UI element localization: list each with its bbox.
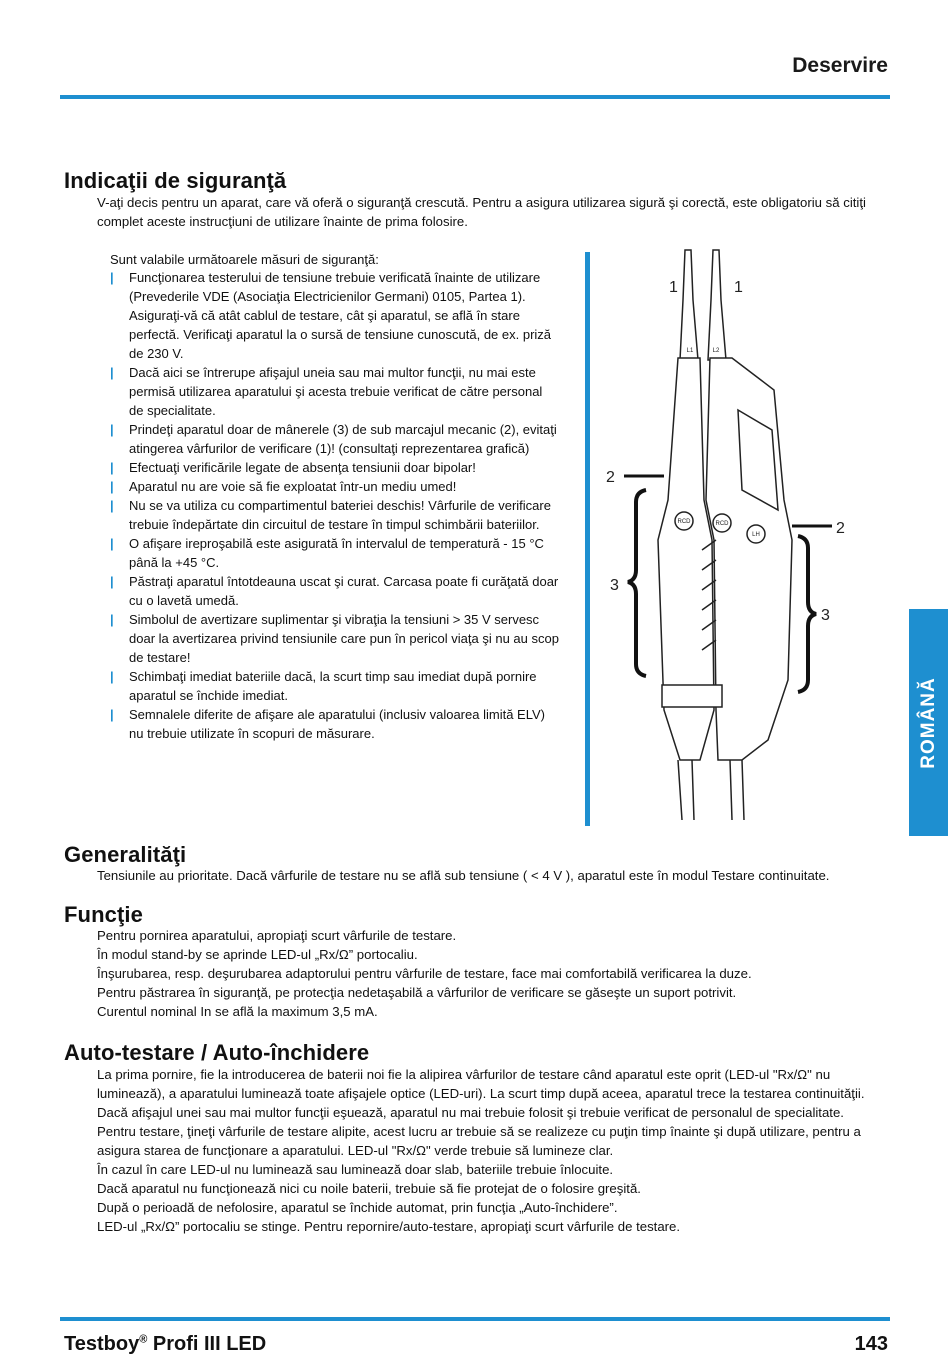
function-line: Înşurubarea, resp. deşurubarea adaptorului pentru vârfurile de testare, face mai comfortabilă verificarea la duze. bbox=[97, 966, 752, 981]
probe-l1-label: L1 bbox=[686, 348, 694, 354]
bullet-bar: | bbox=[110, 536, 114, 551]
list-item bbox=[110, 477, 560, 496]
bullet-bar: | bbox=[110, 707, 114, 722]
label-3-right: 3 bbox=[821, 607, 830, 624]
list-item bbox=[110, 496, 560, 534]
label-3-left: 3 bbox=[610, 577, 619, 594]
button-mid-label: RCD bbox=[715, 521, 729, 527]
autotest-line: După o perioadă de nefolosire, aparatul se închide automat, prin funcţia „Auto-închidere”. bbox=[97, 1200, 618, 1215]
function-text bbox=[97, 926, 887, 1021]
registered-mark: ® bbox=[139, 1333, 148, 1346]
probe-l2-label: L2 bbox=[712, 348, 720, 354]
list-item bbox=[110, 420, 560, 458]
autotest-line: Dacă afişajul unei sau mai multor funcţii eşuează, aparatul nu mai trebuie folosit şi trebuie verificat de personalul de specialitate. bbox=[97, 1105, 844, 1120]
autotest-line: La prima pornire, fie la introducerea de baterii noi fie la alipirea vârfurilor de testare când aparatul este oprit (LED-ul "Rx/Ω" nu luminează), a aparatului luminează toate afişajele optice (LED-uri). La scurt timp după aceea, aparatul trece la testarea continuităţii. bbox=[97, 1067, 865, 1101]
general-heading: Generalităţi bbox=[64, 842, 187, 867]
list-item-text: Aparatul nu are voie să fie exploatat într-un mediu umed! bbox=[129, 479, 457, 494]
autotest-line: Pentru testare, ţineţi vârfurile de testare alipite, acest lucru ar trebuie să se realizeze cu puţin timp înainte şi după utilizare, pentru a asigura starea de funcţionare a aparatului. LED-ul "Rx/Ω" verde trebuie să lumineze clar. bbox=[97, 1124, 861, 1158]
function-line: Pentru pornirea aparatului, apropiaţi scurt vârfurile de testare. bbox=[97, 928, 457, 943]
bracket-3-left bbox=[628, 490, 646, 676]
list-item bbox=[110, 572, 560, 610]
page-header-title: Deservire bbox=[792, 54, 888, 77]
page-number: 143 bbox=[854, 1333, 888, 1355]
footer-rule bbox=[60, 1317, 890, 1321]
function-heading: Funcţie bbox=[64, 902, 143, 927]
bullet-bar: | bbox=[110, 498, 114, 513]
footer-model: Profi III LED bbox=[147, 1333, 267, 1355]
probe-tip-left bbox=[680, 250, 698, 360]
language-side-tab bbox=[909, 609, 948, 836]
list-item-text: Simbolul de avertizare suplimentar şi vibraţia la tensiuni > 35 V servesc doar la avertizarea privind tensiunile care pun în pericol viaţa şi nu au scop de testare! bbox=[129, 612, 559, 665]
list-item bbox=[110, 363, 560, 420]
list-item-text: Funcţionarea testerului de tensiune trebuie verificată înainte de utilizare (Prevederile VDE (Asociaţia Electricienilor Germani) 0105, Partea 1). Asiguraţi-vă că atât cablul de testare, cât şi aparatul, se află în stare perfectă. Verificaţi aparatul la o sursă de tensiune cunoscută, de ex. priză de 230 V. bbox=[129, 270, 552, 361]
list-item bbox=[110, 705, 560, 743]
cables bbox=[678, 760, 744, 820]
autotest-line: În cazul în care LED-ul nu luminează sau luminează doar slab, bateriile trebuie înlocuite. bbox=[97, 1162, 614, 1177]
bullet-bar: | bbox=[110, 270, 114, 285]
list-item-text: Dacă aici se întrerupe afişajul uneia sau mai multor funcţii, nu mai este permisă utilizarea aparatului şi acesta trebuie verificat de către personal de specialitate. bbox=[129, 365, 543, 418]
header-rule bbox=[60, 95, 890, 99]
label-1-left: 1 bbox=[669, 279, 678, 296]
button-left-label: RCD bbox=[677, 519, 691, 525]
function-line: Curentul nominal In se află la maximum 3,5 mA. bbox=[97, 1004, 378, 1019]
function-line: În modul stand-by se aprinde LED-ul „Rx/Ω” portocaliu. bbox=[97, 947, 418, 962]
list-item-text: Prindeţi aparatul doar de mânerele (3) de sub marcajul mecanic (2), evitaţi atingerea vârfurilor de verificare (1)! (consultaţi reprezentarea grafică) bbox=[129, 422, 557, 456]
voltage-tester-illustration bbox=[592, 240, 872, 820]
label-2-left: 2 bbox=[606, 469, 615, 486]
list-item-text: Nu se va utiliza cu compartimentul bateriei deschis! Vârfurile de verificare trebuie îndepărtate din circuitul de testare în timpul schimbării bateriilor. bbox=[129, 498, 551, 532]
list-item bbox=[110, 534, 560, 572]
bullet-bar: | bbox=[110, 422, 114, 437]
footer-product bbox=[64, 1333, 266, 1356]
list-item-text: Schimbaţi imediat bateriile dacă, la scurt timp sau imediat după pornire aparatul se închide imediat. bbox=[129, 669, 537, 703]
autotest-heading: Auto-testare / Auto-închidere bbox=[64, 1040, 370, 1065]
safety-lead: Sunt valabile următoarele măsuri de siguranţă: bbox=[110, 252, 379, 267]
illustration-divider bbox=[585, 252, 590, 826]
safety-heading: Indicaţii de siguranţă bbox=[64, 168, 287, 193]
bullet-bar: | bbox=[110, 460, 114, 475]
footer-brand: Testboy bbox=[64, 1333, 140, 1355]
autotest-line: Dacă aparatul nu funcţionează nici cu noile baterii, trebuie să fie protejat de o folosire greşită. bbox=[97, 1181, 641, 1196]
list-item-text: Păstraţi aparatul întotdeauna uscat şi curat. Carcasa poate fi curăţată doar cu o lavetă umedă. bbox=[129, 574, 559, 608]
list-item bbox=[110, 610, 560, 667]
handle-collar bbox=[662, 685, 722, 707]
autotest-text bbox=[97, 1065, 887, 1236]
list-item-text: Efectuaţi verificările legate de absenţa tensiunii doar bipolar! bbox=[129, 460, 476, 475]
button-right-label: LH bbox=[752, 532, 760, 538]
language-label: ROMÂNĂ bbox=[917, 676, 939, 769]
list-item bbox=[110, 667, 560, 705]
list-item-text: O afişare ireproşabilă este asigurată în intervalul de temperatură - 15 °C până la +45 °C. bbox=[129, 536, 544, 570]
list-item-text: Semnalele diferite de afişare ale aparatului (inclusiv valoarea limită ELV) nu trebuie utilizate în scopuri de măsurare. bbox=[129, 707, 545, 741]
label-2-right: 2 bbox=[836, 520, 845, 537]
probe-tip-right bbox=[708, 250, 726, 360]
bracket-3-right bbox=[798, 536, 816, 692]
label-1-right: 1 bbox=[734, 279, 743, 296]
safety-intro: V-aţi decis pentru un aparat, care vă oferă o siguranţă crescută. Pentru a asigura utilizarea sigură şi corectă, este obligatoriu să citiţi complet aceste instrucţiuni de utilizare înainte de prima folosire. bbox=[97, 195, 866, 229]
bullet-bar: | bbox=[110, 574, 114, 589]
list-item bbox=[110, 458, 560, 477]
bullet-bar: | bbox=[110, 612, 114, 627]
bullet-bar: | bbox=[110, 365, 114, 380]
bullet-bar: | bbox=[110, 669, 114, 684]
general-text: Tensiunile au prioritate. Dacă vârfurile de testare nu se află sub tensiune ( < 4 V ), aparatul este în modul Testare continuitate. bbox=[97, 868, 830, 883]
bullet-bar: | bbox=[110, 479, 114, 494]
autotest-line: LED-ul „Rx/Ω” portocaliu se stinge. Pentru repornire/auto-testare, apropiaţi scurt vârfurile de testare. bbox=[97, 1219, 681, 1234]
safety-list bbox=[110, 268, 560, 743]
function-line: Pentru păstrarea în siguranţă, pe protecţia nedetaşabilă a vârfurilor de verificare se găseşte un suport potrivit. bbox=[97, 985, 737, 1000]
list-item bbox=[110, 268, 560, 363]
